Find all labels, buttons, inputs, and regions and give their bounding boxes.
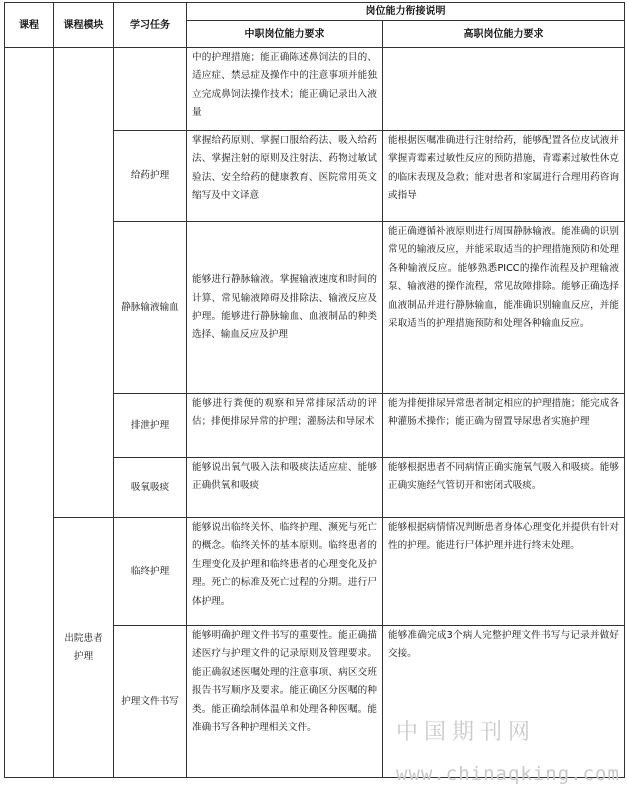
table-row [5,518,625,626]
mid-cell: 能够明确护理文件书写的重要性。能正确描述医疗与护理文件的记录原则及管理要求。能正确叙述医嘱处理的注意事项、病区交班报告书写顺序及要求。能正确区分医嘱的种类。能正确绘制体温单和处理各种医嘱。能准确书写各种护理相关文件。 [187,626,383,778]
watermark-cn: 中国期刊网 [396,720,537,745]
module-cell-continued [54,48,114,518]
task-cell [114,48,187,131]
mid-cell: 能够说出氧气吸入法和吸痰法适应症、能够正确供氧和吸痰 [187,458,383,518]
header-mid: 中职岗位能力要求 [187,21,383,48]
header-group: 岗位能力衔接说明 [187,3,625,21]
document-sheet [4,2,624,786]
header-course: 课程 [5,3,54,48]
task-cell: 临终护理 [114,518,187,626]
course-cell [5,48,54,778]
high-cell [383,48,625,131]
mid-cell: 能够进行粪便的观察和异常排尿活动的评估；排便排尿异常的护理；灌肠法和导尿术 [187,394,383,458]
high-cell: 能够根据患者不同病情正确实施氧气吸入和吸痰。能够正确实施经气管切开和密闭式吸痰。 [383,458,625,518]
high-cell: 能够根据病情情况判断患者身体心理变化并提供有针对性的护理。能进行尸体护理并进行终末处理。 [383,518,625,626]
mid-cell: 掌握给药原则、掌握口服给药法、吸入给药法、掌握注射的原则及注射法、药物过敏试验法、安全给药的健康教育、医院常用英文缩写及中文译意 [187,131,383,222]
high-cell: 能根据医嘱准确进行注射给药，能够配置各位皮试液并掌握青霉素过敏性反应的预防措施，青霉素过敏性休克的临床表现及急救；能对患者和家属进行合理用药咨询或指导 [383,131,625,222]
watermark-url: www.chinaqking.com [396,763,620,785]
task-cell: 给药护理 [114,131,187,222]
high-cell: 能为排便排尿异常患者制定相应的护理措施；能完成各种灌肠术操作；能正确为留置导尿患者实施护理 [383,394,625,458]
high-cell: 能够准确完成3个病人完整护理文件书写与记录并做好交接。 [383,626,625,778]
task-cell: 吸氧吸痰 [114,458,187,518]
high-cell: 能正确遵循补液原则进行周围静脉输液。能准确的识别常见的输液反应，并能采取适当的护理措施预防和处理各种输液反应。能够熟悉PICC的操作流程及护理输液泵、输液港的操作流程，常见故障排除。能够正确选择血液制品并进行静脉输血，能准确识别输血反应，并能采取适当的护理措施预防和处理各种输血反应。 [383,222,625,394]
header-high: 高职岗位能力要求 [383,21,625,48]
mid-cell: 能够说出临终关怀、临终护理、濒死与死亡的概念。临终关怀的基本原则。临终患者的生理变化及护理和临终患者的心理变化及护理。死亡的标准及死亡过程的分期。进行尸体护理。 [187,518,383,626]
header-task: 学习任务 [114,3,187,48]
header-module: 课程模块 [54,3,114,48]
table-row [5,48,625,131]
competency-table [4,2,625,778]
mid-cell: 中的护理措施；能正确陈述鼻饲法的目的、适应症、禁忌症及操作中的注意事项并能独立完成鼻饲法操作技术；能正确记录出入液量 [187,48,383,131]
task-cell: 排泄护理 [114,394,187,458]
task-cell: 静脉输液输血 [114,222,187,394]
module-cell-outhospital: 出院患者护理 [54,518,114,778]
task-cell: 护理文件书写 [114,626,187,778]
mid-cell: 能够进行静脉输液。掌握输液速度和时间的计算、常见输液障碍及排除法、输液反应及护理。能够进行静脉输血、血液制品的种类选择、输血反应及护理 [187,222,383,394]
